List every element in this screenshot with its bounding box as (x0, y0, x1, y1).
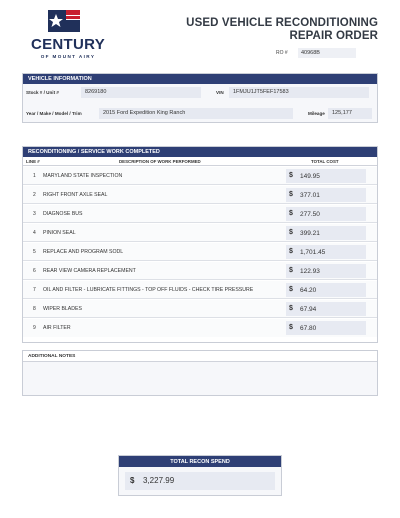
total-recon-spend-field[interactable] (125, 472, 275, 490)
cost-field[interactable] (286, 302, 366, 316)
currency-sign: $ (289, 305, 293, 312)
work-completed-section (22, 146, 378, 343)
cost-value: 122.93 (300, 268, 320, 275)
work-description: REPLACE AND PROGRAM SODL (43, 249, 124, 255)
vehicle-information-section (22, 73, 378, 123)
currency-sign: $ (289, 248, 293, 255)
cost-field[interactable] (286, 283, 366, 297)
logo-name: CENTURY (30, 36, 106, 53)
work-description: WIPER BLADES (43, 306, 82, 312)
cost-field[interactable] (286, 188, 366, 202)
cost-value: 377.01 (300, 192, 320, 199)
line-number: 3 (33, 211, 36, 217)
work-description: REAR VIEW CAMERA REPLACEMENT (43, 268, 136, 274)
mileage-field[interactable]: 125,177 (328, 108, 372, 119)
additional-notes-heading: ADDITIONAL NOTES (23, 351, 377, 362)
logo-subtitle: OF MOUNT AIRY (40, 54, 96, 59)
line-number: 2 (33, 192, 36, 198)
cost-field[interactable] (286, 207, 366, 221)
table-row (23, 281, 377, 299)
title-line-2: REPAIR ORDER (289, 30, 378, 42)
currency-sign: $ (289, 191, 293, 198)
table-row (23, 243, 377, 261)
total-recon-spend-heading: TOTAL RECON SPEND (119, 456, 281, 467)
table-row (23, 186, 377, 204)
col-description-header: DESCRIPTION OF WORK PERFORMED (119, 159, 201, 164)
work-description: MARYLAND STATE INSPECTION (43, 173, 123, 179)
stock-field[interactable]: 8269180 (81, 87, 201, 98)
cost-value: 399.21 (300, 230, 320, 237)
table-row (23, 262, 377, 280)
year-make-model-trim-field[interactable]: 2015 Ford Expedition King Ranch (99, 108, 293, 119)
cost-field[interactable] (286, 245, 366, 259)
table-row (23, 319, 377, 337)
cost-field[interactable] (286, 169, 366, 183)
currency-sign: $ (289, 229, 293, 236)
currency-sign: $ (289, 210, 293, 217)
currency-sign: $ (289, 267, 293, 274)
cost-value: 67.80 (300, 325, 317, 332)
ro-label: RO # (276, 50, 288, 56)
company-logo (26, 6, 110, 64)
work-description: AIR FILTER (43, 325, 71, 331)
work-description: DIAGNOSE BUS (43, 211, 83, 217)
currency-sign: $ (289, 324, 293, 331)
mileage-label: Mileage (308, 111, 325, 116)
cost-field[interactable] (286, 321, 366, 335)
flag-star-icon (42, 6, 82, 36)
vin-field[interactable]: 1FMJU1JT5FEF17583 (229, 87, 369, 98)
work-table-header (23, 157, 377, 166)
ro-number-field[interactable]: 40968B (298, 48, 356, 58)
stock-label: Stock # / Unit # (26, 90, 59, 95)
title-line-1: USED VEHICLE RECONDITIONING (186, 17, 378, 29)
work-description: OIL AND FILTER - LUBRICATE FITTINGS - TOP OFF FLUIDS - CHECK TIRE PRESSURE (43, 287, 254, 293)
table-row (23, 224, 377, 242)
currency-sign: $ (130, 476, 135, 485)
line-number: 7 (33, 287, 36, 293)
col-line-header: LINE # (26, 159, 40, 164)
work-description: PINION SEAL (43, 230, 76, 236)
col-total-cost-header: TOTAL COST (311, 159, 339, 164)
table-row (23, 167, 377, 185)
cost-field[interactable] (286, 264, 366, 278)
table-row (23, 205, 377, 223)
line-number: 5 (33, 249, 36, 255)
cost-value: 67.94 (300, 306, 317, 313)
total-recon-spend-box (118, 455, 282, 496)
line-number: 8 (33, 306, 36, 312)
cost-value: 1,701.45 (300, 249, 326, 256)
total-recon-spend-value: 3,227.99 (143, 476, 175, 485)
cost-value: 64.20 (300, 287, 317, 294)
cost-value: 277.50 (300, 211, 320, 218)
cost-value: 149.95 (300, 173, 320, 180)
table-row (23, 300, 377, 318)
cost-field[interactable] (286, 226, 366, 240)
line-number: 6 (33, 268, 36, 274)
vin-label: VIN (216, 90, 224, 95)
line-number: 9 (33, 325, 36, 331)
currency-sign: $ (289, 286, 293, 293)
work-completed-heading: RECONDITIONING / SERVICE WORK COMPLETED (23, 147, 377, 157)
line-number: 4 (33, 230, 36, 236)
document-title (186, 17, 378, 43)
additional-notes-section[interactable] (22, 350, 378, 396)
year-make-model-trim-label: Year / Make / Model / Trim (26, 111, 82, 116)
vehicle-information-heading: VEHICLE INFORMATION (23, 74, 377, 84)
currency-sign: $ (289, 172, 293, 179)
work-description: RIGHT FRONT AXLE SEAL (43, 192, 108, 198)
line-number: 1 (33, 173, 36, 179)
